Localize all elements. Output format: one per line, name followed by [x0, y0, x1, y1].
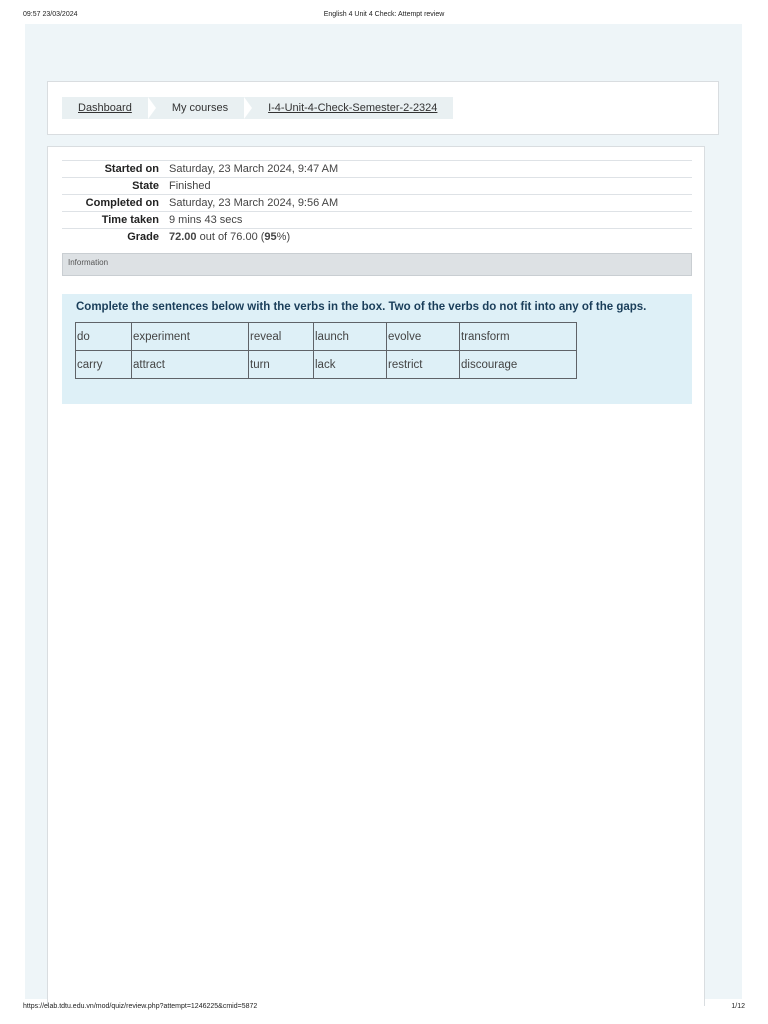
verb-cell: carry: [76, 351, 132, 379]
question-prompt: Complete the sentences below with the verbs in the box. Two of the verbs do not fit into any of the gaps.: [76, 301, 647, 313]
verb-cell: evolve: [387, 323, 460, 351]
grade-value: [169, 229, 692, 246]
print-datetime: 09:57 23/03/2024: [23, 11, 78, 18]
verb-cell: turn: [249, 351, 314, 379]
verb-row: [76, 351, 577, 379]
summary-label: Started on: [104, 163, 159, 175]
breadcrumb-separator: [244, 97, 252, 119]
verb-cell: discourage: [460, 351, 577, 379]
summary-value: 9 mins 43 secs: [169, 214, 243, 226]
question-block: [62, 294, 692, 404]
print-footer: [23, 1003, 745, 1013]
summary-row-grade: [62, 229, 692, 246]
verb-cell: reveal: [249, 323, 314, 351]
print-title: English 4 Unit 4 Check: Attempt review: [323, 11, 445, 18]
verb-box-table: [75, 322, 577, 379]
verb-cell: restrict: [387, 351, 460, 379]
grade-percent: 95: [264, 231, 277, 243]
grade-score: 72.00: [169, 231, 197, 243]
verb-cell: lack: [314, 351, 387, 379]
grade-suffix: %): [276, 231, 291, 243]
summary-row: [62, 212, 692, 229]
breadcrumb-my-courses[interactable]: My courses: [156, 97, 244, 119]
summary-label: State: [132, 180, 159, 192]
summary-value: Saturday, 23 March 2024, 9:47 AM: [169, 163, 339, 175]
attempt-summary-table: [62, 160, 692, 245]
summary-value: Finished: [169, 180, 211, 192]
print-header: [23, 11, 745, 21]
summary-row: [62, 178, 692, 195]
verb-row: [76, 323, 577, 351]
grade-out-of: out of 76.00 (: [199, 231, 265, 243]
verb-cell: transform: [460, 323, 577, 351]
summary-row: [62, 161, 692, 178]
breadcrumb-dashboard[interactable]: Dashboard: [62, 97, 148, 119]
breadcrumb-container: [47, 81, 719, 135]
breadcrumb-course[interactable]: I-4-Unit-4-Check-Semester-2-2324: [252, 97, 453, 119]
verb-cell: attract: [132, 351, 249, 379]
summary-label: Completed on: [85, 197, 159, 209]
verb-cell: experiment: [132, 323, 249, 351]
attempt-review-panel: [47, 146, 705, 1006]
summary-label: Time taken: [101, 214, 159, 226]
verb-cell: launch: [314, 323, 387, 351]
information-header: [62, 253, 692, 276]
information-label: Information: [68, 258, 109, 267]
grade-label: Grade: [127, 231, 159, 243]
verb-cell: do: [76, 323, 132, 351]
summary-row: [62, 195, 692, 212]
summary-value: Saturday, 23 March 2024, 9:56 AM: [169, 197, 339, 209]
print-url: https://elab.tdtu.edu.vn/mod/quiz/review.php?attempt=1246225&cmid=5872: [23, 1003, 258, 1010]
breadcrumb: [62, 97, 453, 119]
breadcrumb-separator: [148, 97, 156, 119]
print-page-number: 1/12: [731, 1003, 745, 1010]
